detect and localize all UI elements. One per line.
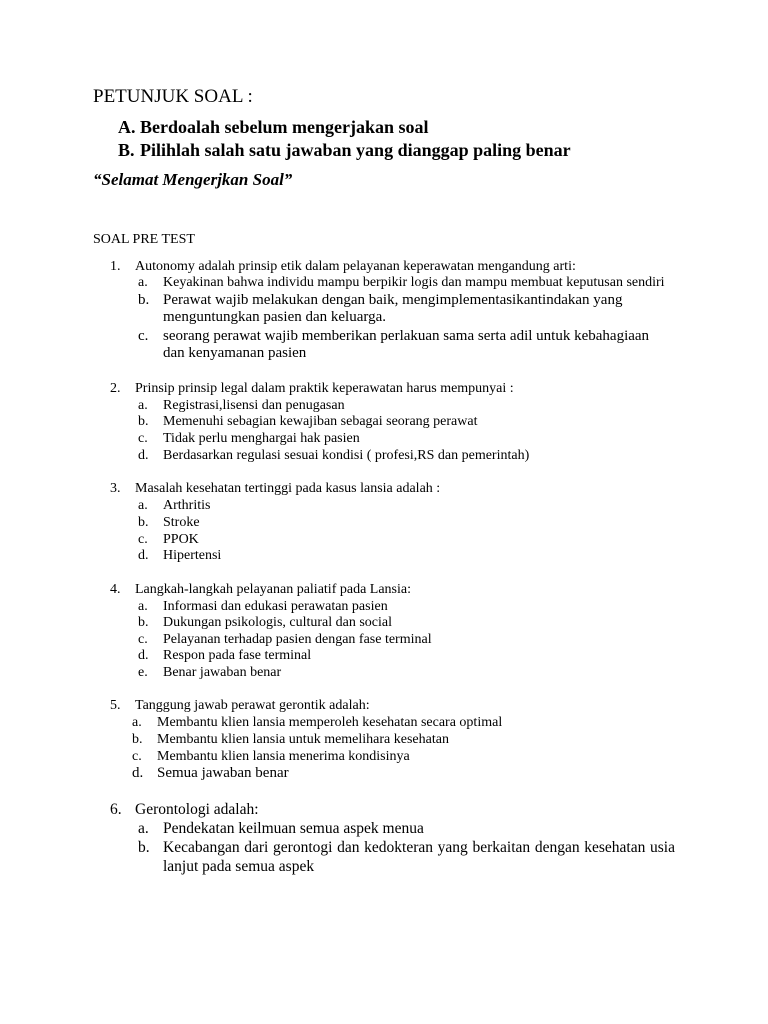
- option-text: Dukungan psikologis, cultural dan social: [163, 615, 393, 630]
- option-3d: [138, 547, 221, 564]
- instruction-text: Pilihlah salah satu jawaban yang dianggap paling benar: [140, 140, 571, 160]
- question-2: [110, 380, 514, 397]
- question-text: Prinsip prinsip legal dalam praktik keperawatan harus mempunyai :: [135, 381, 514, 396]
- instruction-text: Berdoalah sebelum mengerjakan soal: [140, 117, 429, 137]
- option-text: Memenuhi sebagian kewajiban sebagai seorang perawat: [163, 414, 478, 429]
- option-5c: [132, 748, 410, 765]
- option-4c: [138, 631, 432, 648]
- option-2b: [138, 413, 478, 430]
- option-text: Stroke: [163, 515, 200, 530]
- option-1c: [138, 328, 678, 362]
- option-4a: [138, 598, 388, 615]
- option-marker: b.: [138, 839, 150, 856]
- question-text: Gerontologi adalah:: [135, 801, 259, 818]
- option-5d: [132, 765, 289, 782]
- option-text: Berdasarkan regulasi sesuai kondisi ( profesi,RS dan pemerintah): [163, 448, 530, 463]
- option-marker: d.: [138, 648, 149, 663]
- option-text: Registrasi,lisensi dan penugasan: [163, 398, 345, 413]
- option-marker: d.: [138, 548, 149, 563]
- question-number: 2.: [110, 381, 121, 396]
- option-6b: [138, 838, 678, 876]
- question-6: [110, 801, 259, 818]
- option-marker: c.: [138, 431, 148, 446]
- option-4b: [138, 614, 392, 631]
- option-text: Respon pada fase terminal: [163, 648, 312, 663]
- option-5a: [132, 714, 502, 731]
- option-text: Semua jawaban benar: [157, 765, 289, 781]
- instruction-marker: B.: [118, 140, 135, 160]
- option-marker: c.: [138, 532, 148, 547]
- option-2c: [138, 430, 360, 447]
- option-marker: b.: [138, 515, 149, 530]
- option-marker: a.: [132, 715, 142, 730]
- option-text: Benar jawaban benar: [163, 665, 282, 680]
- option-text: Tidak perlu menghargai hak pasien: [163, 431, 360, 446]
- greeting-text: “Selamat Mengerjkan Soal”: [93, 170, 293, 189]
- question-1: [110, 258, 576, 275]
- option-marker: a.: [138, 398, 148, 413]
- question-text: Autonomy adalah prinsip etik dalam pelayanan keperawatan mengandung arti:: [135, 259, 576, 274]
- option-text: Informasi dan edukasi perawatan pasien: [163, 599, 388, 614]
- option-1a: [138, 274, 665, 291]
- option-text: Kecabangan dari gerontogi dan kedokteran yang berkaitan dengan kesehatan usia lanjut pada semua aspek: [163, 839, 675, 875]
- question-text: Langkah-langkah pelayanan paliatif pada Lansia:: [135, 582, 411, 597]
- option-marker: d.: [132, 765, 144, 781]
- instruction-item-b: [118, 140, 571, 161]
- option-marker: a.: [138, 820, 149, 837]
- option-text: Membantu klien lansia untuk memelihara kesehatan: [157, 732, 449, 747]
- option-marker: b.: [138, 414, 149, 429]
- instruction-marker: A.: [118, 117, 136, 137]
- option-2a: [138, 397, 345, 414]
- option-marker: d.: [138, 448, 149, 463]
- option-4d: [138, 647, 311, 664]
- option-text: Keyakinan bahwa individu mampu berpikir logis dan mampu membuat keputusan sendiri: [163, 275, 665, 290]
- question-number: 3.: [110, 481, 121, 496]
- option-6a: [138, 820, 424, 837]
- option-marker: b.: [132, 732, 143, 747]
- option-text: Membantu klien lansia memperoleh kesehatan secara optimal: [157, 715, 503, 730]
- question-number: 1.: [110, 259, 121, 274]
- question-text: Masalah kesehatan tertinggi pada kasus lansia adalah :: [135, 481, 441, 496]
- option-1b: [138, 292, 678, 326]
- question-4: [110, 581, 411, 598]
- question-number: 5.: [110, 698, 121, 713]
- option-text: Hipertensi: [163, 548, 222, 563]
- question-number: 4.: [110, 582, 121, 597]
- option-text: PPOK: [163, 532, 199, 547]
- instructions-heading: PETUNJUK SOAL :: [93, 86, 253, 107]
- question-5: [110, 697, 370, 714]
- option-marker: c.: [138, 632, 148, 647]
- option-text: Membantu klien lansia menerima kondisinya: [157, 749, 410, 764]
- option-marker: b.: [138, 615, 149, 630]
- question-number: 6.: [110, 801, 122, 818]
- option-4e: [138, 664, 281, 681]
- section-title: SOAL PRE TEST: [93, 232, 195, 247]
- option-2d: [138, 447, 529, 464]
- option-marker: a.: [138, 498, 148, 513]
- option-text: Perawat wajib melakukan dengan baik, mengimplementasikantindakan yang menguntungkan pasien dan keluarga.: [163, 292, 623, 325]
- option-5b: [132, 731, 449, 748]
- option-marker: c.: [132, 749, 142, 764]
- option-text: seorang perawat wajib memberikan perlakuan sama serta adil untuk kebahagiaan dan kenyamanan pasien: [163, 328, 650, 361]
- option-text: Arthritis: [163, 498, 211, 513]
- option-3c: [138, 531, 199, 548]
- option-marker: e.: [138, 665, 148, 680]
- option-text: Pelayanan terhadap pasien dengan fase terminal: [163, 632, 432, 647]
- instruction-item-a: [118, 117, 429, 138]
- option-marker: a.: [138, 275, 148, 290]
- option-marker: b.: [138, 292, 150, 308]
- question-text: Tanggung jawab perawat gerontik adalah:: [135, 698, 370, 713]
- option-marker: c.: [138, 328, 149, 344]
- question-3: [110, 480, 440, 497]
- option-text: Pendekatan keilmuan semua aspek menua: [163, 820, 424, 837]
- option-3a: [138, 497, 210, 514]
- option-3b: [138, 514, 200, 531]
- option-marker: a.: [138, 599, 148, 614]
